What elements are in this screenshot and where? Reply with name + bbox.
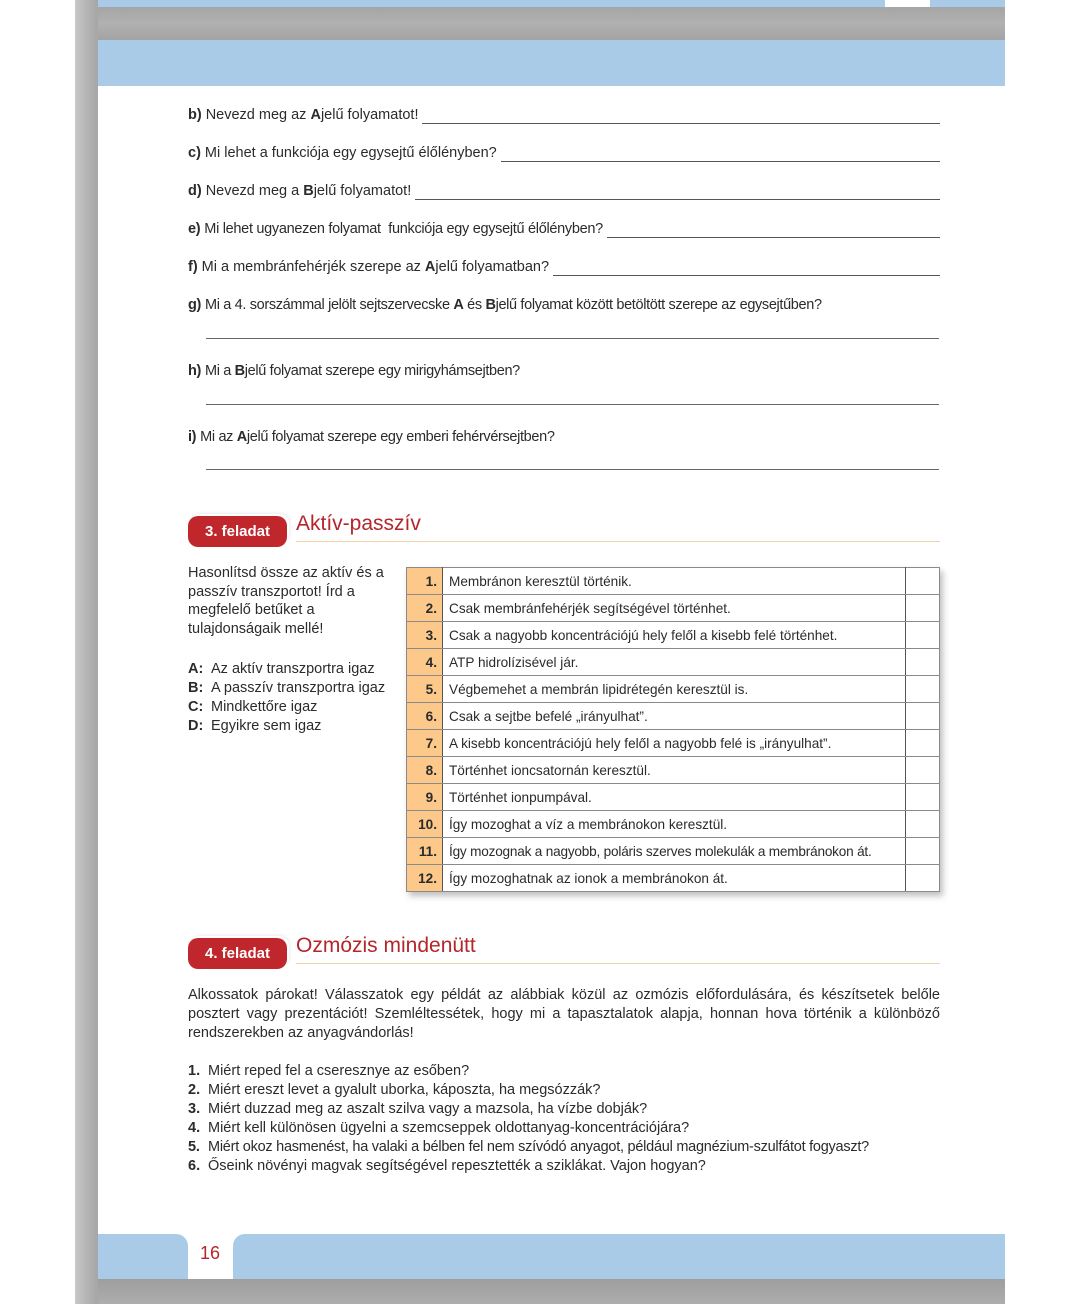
- properties-table: [406, 567, 940, 892]
- answer-cell[interactable]: [906, 838, 940, 865]
- answer-cell[interactable]: [906, 784, 940, 811]
- task4-question-list: [188, 1062, 869, 1176]
- page-number: 16: [200, 1243, 221, 1263]
- answer-cell[interactable]: [906, 595, 940, 622]
- answer-cell[interactable]: [906, 811, 940, 838]
- table-row: 9. Történhet ionpumpával.: [407, 784, 940, 811]
- question-c: c) Mi lehet a funkciója egy egysejtű élőlényben?: [188, 144, 940, 162]
- task4-title-rule: [296, 963, 940, 964]
- task4-instructions: Alkossatok párokat! Válasszatok egy példát az alábbiak közül az ozmózis előfordulására, és készítsetek belőle posztert vagy prezentációt! Szemléltessétek, hogy mi a tapasztalatok alapja, honnan hova történik a különböző rendszerekben az anyagvándorlás!: [188, 987, 940, 1041]
- table-row: 7. A kisebb koncentrációjú hely felől a nagyobb felé is „irányulhat”.: [407, 730, 940, 757]
- answer-blank-b[interactable]: [422, 110, 940, 124]
- task3-instructions: Hasonlítsd össze az aktív és a passzív transzportot! Írd a megfelelő betűket a tulajdonságaik mellé!: [188, 565, 384, 637]
- previous-page-footer-band-right: [930, 0, 1005, 7]
- question-f: f) Mi a membránfehérjék szerepe az A jelű folyamatban?: [188, 258, 940, 276]
- answer-cell[interactable]: [906, 568, 940, 595]
- answer-blank-c[interactable]: [501, 148, 940, 162]
- task3-badge: 3. feladat: [188, 516, 287, 547]
- page-gap-bottom: [98, 1279, 1005, 1304]
- page-gap-top: [98, 7, 1005, 40]
- question-b: b) Nevezd meg az A jelű folyamatot!: [188, 106, 940, 124]
- answer-blank-e[interactable]: [607, 224, 940, 238]
- question-h: h) Mi a B jelű folyamat szerepe egy mirigyhámsejtben?: [188, 363, 520, 379]
- answer-cell[interactable]: [906, 865, 940, 892]
- header-band: [98, 40, 1005, 86]
- table-row: 5. Végbemehet a membrán lipidrétegén keresztül is.: [407, 676, 940, 703]
- answer-line-h[interactable]: [206, 404, 939, 405]
- table-row: 1. Membránon keresztül történik.: [407, 568, 940, 595]
- left-page-edge: [75, 0, 98, 1304]
- legend-item: A: Az aktív transzportra igaz: [188, 661, 375, 677]
- question-g: g) Mi a 4. sorszámmal jelölt sejtszervecske A és B jelű folyamat között betöltött szerepe az egysejtűben?: [188, 297, 822, 313]
- answer-cell[interactable]: [906, 649, 940, 676]
- answer-cell[interactable]: [906, 730, 940, 757]
- legend-item: D: Egyikre sem igaz: [188, 718, 322, 734]
- list-item: 6. Őseink növényi magvak segítségével repesztették a sziklákat. Vajon hogyan?: [188, 1158, 706, 1174]
- table-row: 8. Történhet ioncsatornán keresztül.: [407, 757, 940, 784]
- table-row: 4. ATP hidrolízisével jár.: [407, 649, 940, 676]
- answer-blank-d[interactable]: [415, 186, 940, 200]
- answer-cell[interactable]: [906, 703, 940, 730]
- answer-line-g[interactable]: [206, 338, 939, 339]
- task4-header: [188, 936, 940, 970]
- table-row: 6. Csak a sejtbe befelé „irányulhat”.: [407, 703, 940, 730]
- question-d: d) Nevezd meg a B jelű folyamatot!: [188, 182, 940, 200]
- list-item: 1. Miért reped fel a cseresznye az esőben?: [188, 1063, 470, 1079]
- footer-band-right: [233, 1234, 1005, 1279]
- answer-cell[interactable]: [906, 757, 940, 784]
- task3-title-rule: [296, 541, 940, 542]
- table-row: 10. Így mozoghat a víz a membránokon keresztül.: [407, 811, 940, 838]
- answer-cell[interactable]: [906, 622, 940, 649]
- footer-band-left: [98, 1234, 188, 1279]
- table-row: 2. Csak membránfehérjék segítségével történhet.: [407, 595, 940, 622]
- list-item: 5. Miért okoz hasmenést, ha valaki a bélben fel nem szívódó anyagot, például magnézium-szulfátot fogyaszt?: [188, 1139, 869, 1155]
- table-row: 11. Így mozognak a nagyobb, poláris szerves molekulák a membránokon át.: [407, 838, 940, 865]
- legend-item: B: A passzív transzportra igaz: [188, 680, 386, 696]
- task3-legend: [188, 660, 385, 736]
- list-item: 2. Miért ereszt levet a gyalult uborka, káposzta, ha megsózzák?: [188, 1082, 601, 1098]
- task4-title: Ozmózis mindenütt: [296, 934, 476, 957]
- question-i: i) Mi az A jelű folyamat szerepe egy emberi fehérvérsejtben?: [188, 429, 555, 445]
- table-row: 3. Csak a nagyobb koncentrációjú hely felől a kisebb felé történhet.: [407, 622, 940, 649]
- answer-line-i[interactable]: [206, 469, 939, 470]
- list-item: 3. Miért duzzad meg az aszalt szilva vagy a mazsola, ha vízbe dobják?: [188, 1101, 648, 1117]
- legend-item: C: Mindkettőre igaz: [188, 699, 318, 715]
- previous-page-footer-band: [98, 0, 885, 7]
- answer-cell[interactable]: [906, 676, 940, 703]
- task3-title: Aktív-passzív: [296, 512, 421, 535]
- task3-header: [188, 514, 940, 548]
- page: [98, 40, 1005, 1279]
- question-e: e) Mi lehet ugyanezen folyamat funkciója egy egysejtű élőlényben?: [188, 220, 940, 238]
- answer-blank-f[interactable]: [553, 262, 940, 276]
- table-row: 12. Így mozoghatnak az ionok a membránokon át.: [407, 865, 940, 892]
- task4-badge: 4. feladat: [188, 938, 287, 969]
- list-item: 4. Miért kell különösen ügyelni a szemcseppek oldottanyag-koncentrációjára?: [188, 1120, 690, 1136]
